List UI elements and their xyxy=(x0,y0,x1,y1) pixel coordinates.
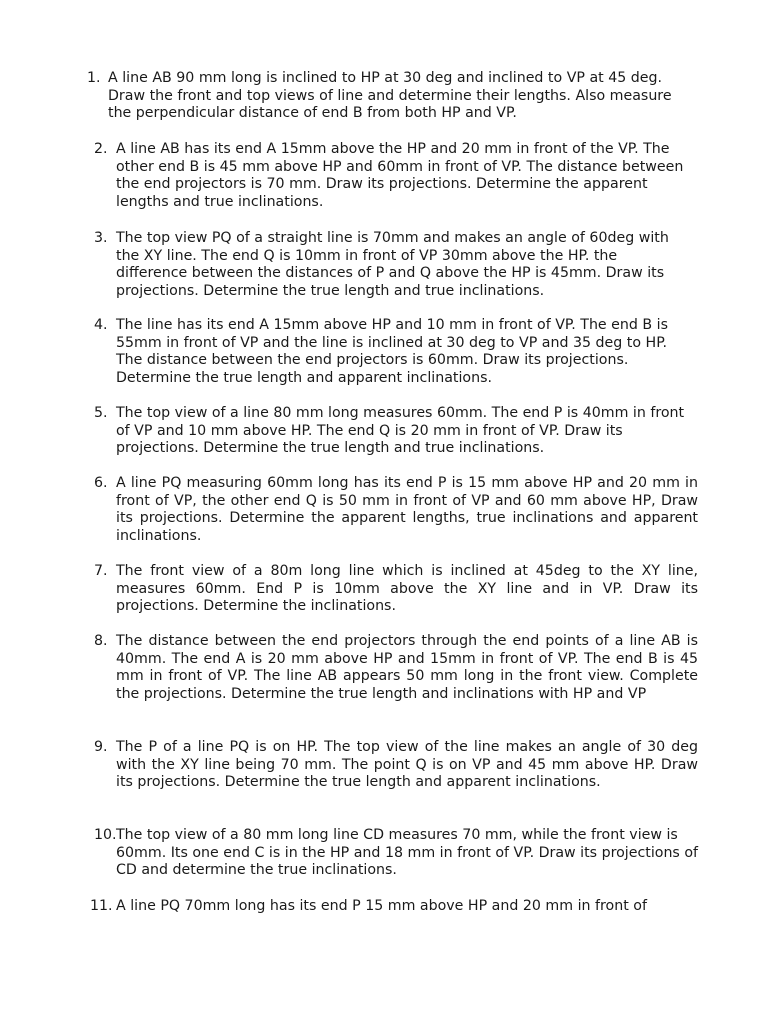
question-1 xyxy=(87,70,688,123)
question-number: 4. xyxy=(94,317,108,333)
question-6 xyxy=(94,475,698,545)
question-text: The top view PQ of a straight line is 70mm and makes an angle of 60deg with the XY line. The end Q is 10mm in front of VP 30mm above the HP. the difference between the distances of P and Q above the HP is 45mm. Draw its projections. Determine the true length and true inclinations. xyxy=(116,230,669,299)
question-number: 6. xyxy=(94,475,108,491)
question-text: A line PQ measuring 60mm long has its end P is 15 mm above HP and 20 mm in front of VP, the other end Q is 50 mm in front of VP and 60 mm above HP, Draw its projections. Determine the apparent lengths, true inclinations and apparent inclinations. xyxy=(116,475,698,544)
question-text: The line has its end A 15mm above HP and 10 mm in front of VP. The end B is 55mm in front of VP and the line is inclined at 30 deg to VP and 35 deg to HP. The distance between the end projectors is 60mm. Draw its projections. Determine the true length and apparent inclinations. xyxy=(116,317,668,386)
question-number: 5. xyxy=(94,405,108,421)
question-number: 8. xyxy=(94,633,108,649)
question-5 xyxy=(94,405,698,458)
question-7 xyxy=(94,563,698,616)
question-text: The top view of a 80 mm long line CD measures 70 mm, while the front view is 60mm. Its one end C is in the HP and 18 mm in front of VP. Draw its projections of CD and determine the true inclinations. xyxy=(116,827,699,879)
question-11 xyxy=(90,898,706,916)
question-9 xyxy=(94,739,698,792)
question-text: The front view of a 80m long line which is inclined at 45deg to the XY line, measures 60mm. End P is 10mm above the XY line and in VP. Draw its projections. Determine the inclinations. xyxy=(116,563,698,615)
question-text: A line AB 90 mm long is inclined to HP at 30 deg and inclined to VP at 45 deg. Draw the front and top views of line and determine their lengths. Also measure the perpendicular distance of end B from both HP and VP. xyxy=(108,70,672,122)
question-10 xyxy=(94,827,699,880)
question-text: A line AB has its end A 15mm above the HP and 20 mm in front of the VP. The other end B is 45 mm above HP and 60mm in front of VP. The distance between the end projectors is 70 mm. Draw its projections. Determine the apparent lengths and true inclinations. xyxy=(116,141,684,210)
question-4 xyxy=(94,317,690,387)
question-number: 10. xyxy=(94,827,117,843)
question-3 xyxy=(94,230,690,300)
question-number: 9. xyxy=(94,739,108,755)
question-2 xyxy=(94,141,690,211)
question-text: A line PQ 70mm long has its end P 15 mm above HP and 20 mm in front of xyxy=(116,898,647,914)
question-text: The P of a line PQ is on HP. The top view of the line makes an angle of 30 deg with the XY line being 70 mm. The point Q is on VP and 45 mm above HP. Draw its projections. Determine the true length and apparent inclinations. xyxy=(116,739,698,791)
question-number: 3. xyxy=(94,230,108,246)
question-text: The distance between the end projectors through the end points of a line AB is 40mm. The end A is 20 mm above HP and 15mm in front of VP. The end B is 45 mm in front of VP. The line AB appears 50 mm long in the front view. Complete the projections. Determine the true length and inclinations with HP and VP xyxy=(116,633,698,702)
question-number: 7. xyxy=(94,563,108,579)
question-text: The top view of a line 80 mm long measures 60mm. The end P is 40mm in front of VP and 10 mm above HP. The end Q is 20 mm in front of VP. Draw its projections. Determine the true length and true inclinations. xyxy=(116,405,685,457)
question-number: 2. xyxy=(94,141,108,157)
question-number: 11. xyxy=(90,898,113,914)
question-8 xyxy=(94,633,698,703)
question-number: 1. xyxy=(87,70,101,86)
